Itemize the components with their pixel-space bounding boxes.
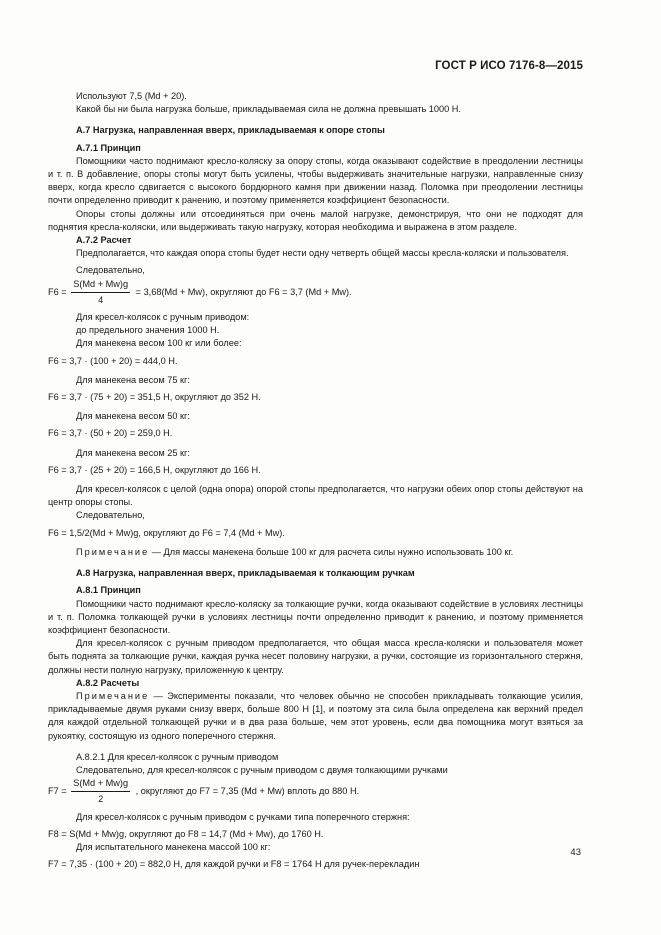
paragraph: Для кресел-колясок с ручным приводом предполагается, что общая масса кресла-коляски и пользователя может быть поднята за толкающие ручки, каждая ручка несет половину нагрузки, а ручки, состоящие из горизонтального стержня, должны нести полную нагрузку, приложенную к центру. [48,638,583,675]
text-line: Для кресел-колясок с ручным приводом с ручками типа поперечного стержня: [76,811,410,822]
fraction-denominator: 2 [98,794,104,805]
note-label: Примечание [76,690,150,701]
formula-f6 [48,278,583,307]
fraction-numerator: S(Md + Mw)g [71,278,130,293]
note [48,690,583,743]
fraction-denominator: 4 [98,294,104,305]
formula-line: F7 = 7,35 · (100 + 20) = 882,0 Н, для каждой ручки и F8 = 1764 Н для ручек-перекладин [48,859,420,870]
note-label: Примечание [76,546,150,557]
formula-line: F8 = S(Md + Mw)g, округляют до F8 = 14,7 (Md + Mw), до 1760 Н. [48,828,324,839]
page-number: 43 [570,847,581,858]
paragraph: Для кресел-колясок с целой (одна опора) опорой стопы предполагается, что нагрузки обеих опор стопы действуют на центр опоры стопы. [48,484,583,508]
subsection-heading-a81: А.8.1 Принцип [76,585,141,596]
text-line: Используют 7,5 (Md + 20). [76,91,187,101]
text-line: А.8.2.1 Для кресел-колясок с ручным приводом [76,751,279,762]
note-text: — Эксперименты показали, что человек обычно не способен прикладывать толкающие усилия, прикладываемые двумя руками снизу вверх, больше 800 Н [1], и поэтому эта сила была определена как верхний предел для каждой отдельной толкающей ручки и в два раза больше, чем этот уровень, если два помощника могут взяться за рукоятку, состоящую из одного поперечного стержня. [48,690,583,741]
text-line: Следовательно, [76,510,145,521]
paragraph: Помощники часто поднимают кресло-коляску за опору стопы, когда оказывают содействие в преодолении лестницы и т. п. В добавление, опоры стопы могут быть усилены, чтобы выдерживать значительные нагрузки, направленные снизу вверх, когда кресло сдвигается с высокого бордюрного камня при движении назад. Поломка при преодолении лестницы почти определенно приводит к ранению, и поэтому применяется коэффициент безопасности. [48,155,583,206]
note [48,546,583,559]
formula-rhs: = 3,68(Md + Mw), округляют до F6 = 3,7 (Md + Mw). [135,286,352,297]
page-content [48,90,583,871]
formula-line: F6 = 3,7 · (50 + 20) = 259,0 Н. [48,428,173,439]
formula-line: F6 = 3,7 · (25 + 20) = 166,5 Н, округляют до 166 Н. [48,464,261,475]
text-line: Для манекена весом 50 кг: [76,411,190,422]
standard-header: ГОСТ Р ИСО 7176-8—2015 [435,60,583,72]
paragraph: Опоры стопы должны или отсоединяться при очень малой нагрузке, демонстрируя, что они не подходят для поднятия кресла-коляски, или выдерживать такую нагрузку, которая необходима и выражена в этом разделе. [48,208,583,232]
text-line: Для манекена весом 25 кг: [76,447,190,458]
formula-f7 [48,777,583,806]
fraction-numerator: S(Md + Mw)g [71,777,130,792]
subsection-heading-a72: А.7.2 Расчет [76,235,132,246]
text-line: Для испытательного манекена массой 100 кг: [76,841,271,852]
text-line: Следовательно, [76,265,145,276]
subsection-heading-a71: А.7.1 Принцип [76,142,141,153]
note-text: — Для массы манекена больше 100 кг для расчета силы нужно использовать 100 кг. [151,546,514,557]
text-line: Для манекена весом 75 кг: [76,374,190,385]
formula-rhs: , округляют до F7 = 7,35 (Md + Mw) вплоть до 880 Н. [135,786,360,797]
fraction [71,278,130,307]
formula-line: F6 = 3,7 · (100 + 20) = 444,0 Н. [48,355,178,366]
paragraph: Предполагается, что каждая опора стопы будет нести одну четверть общей массы кресла-коляски и пользователя. [76,248,569,259]
paragraph: Помощники часто поднимают кресло-коляску за толкающие ручки, когда оказывают содействие в условиях лестницы и т. п. Поломка толкающей ручки в условиях лестницы почти определенно приводит к ранению, и поэтому применяется коэффициент безопасности. [48,598,583,635]
text-line: Для кресел-колясок с ручным приводом: [76,312,250,323]
section-heading-a7: А.7 Нагрузка, направленная вверх, прикладываемая к опоре стопы [76,125,385,136]
formula-lhs: F7 = [48,786,67,797]
section-heading-a8: А.8 Нагрузка, направленная вверх, прикладываемая к толкающим ручкам [76,568,415,579]
subsection-heading-a82: А.8.2 Расчеты [76,677,140,688]
text-line: Следовательно, для кресел-колясок с ручным приводом с двумя толкающими ручками [76,764,448,775]
text-line: Какой бы ни была нагрузка больше, прикладываемая сила не должна превышать 1000 Н. [76,104,461,115]
formula-lhs: F6 = [48,286,67,297]
formula-line: F6 = 1,5/2(Md + Mw)g, округляют до F6 = 7,4 (Md + Mw). [48,527,285,538]
text-line: Для манекена весом 100 кг или более: [76,338,242,349]
fraction [71,777,130,806]
text-line: до предельного значения 1000 Н. [76,325,220,336]
formula-line: F6 = 3,7 · (75 + 20) = 351,5 Н, округляют до 352 Н. [48,392,261,403]
